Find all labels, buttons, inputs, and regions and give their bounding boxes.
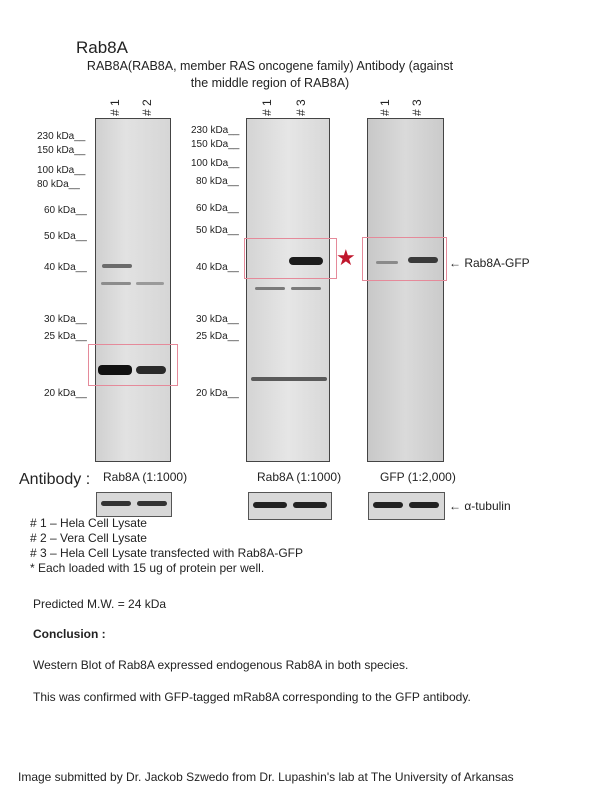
lane-label: # 3 — [294, 99, 308, 116]
legend-item: * Each loaded with 15 ug of protein per well. — [30, 561, 265, 575]
legend-item: # 1 – Hela Cell Lysate — [30, 516, 147, 530]
highlight-box — [362, 237, 447, 281]
legend-item: # 2 – Vera Cell Lysate — [30, 531, 147, 545]
lane-label: # 3 — [410, 99, 424, 116]
figure-subtitle: RAB8A(RAB8A, member RAS oncogene family) Antibody (against the middle region of RAB8A) — [86, 59, 454, 90]
rab8a-gfp-label: ← Rab8A-GFP — [449, 256, 530, 270]
western-blot-panel-1 — [95, 118, 171, 462]
tubulin-band — [293, 502, 327, 508]
blot-band — [136, 282, 164, 285]
mw-marker: 80 kDa__ — [196, 176, 239, 187]
tubulin-band — [253, 502, 287, 508]
mw-marker: 25 kDa__ — [196, 331, 239, 342]
blot-band — [255, 287, 285, 290]
tubulin-band — [101, 501, 131, 506]
blot-band — [101, 282, 131, 285]
mw-marker: 60 kDa__ — [196, 203, 239, 214]
antibody-label: GFP (1:2,000) — [380, 470, 456, 484]
mw-marker: 100 kDa__ — [37, 165, 86, 176]
sample-legend — [30, 516, 303, 576]
legend-item: # 3 – Hela Cell Lysate transfected with Rab8A-GFP — [30, 546, 304, 560]
mw-marker: 100 kDa__ — [191, 158, 240, 169]
lane-label: # 1 — [378, 99, 392, 116]
mw-marker: 150 kDa__ — [37, 145, 86, 156]
image-credit: Image submitted by Dr. Jackob Szwedo from Dr. Lupashin's lab at The University of Arkansas — [18, 770, 514, 784]
mw-marker: 150 kDa__ — [191, 139, 240, 150]
tubulin-band — [137, 501, 167, 506]
mw-marker: 40 kDa__ — [196, 262, 239, 273]
mw-marker: 60 kDa__ — [44, 205, 87, 216]
lane-label: # 2 — [140, 99, 154, 116]
tubulin-blot-3 — [368, 492, 445, 520]
tubulin-label: ← α-tubulin — [449, 499, 511, 513]
highlight-box — [88, 344, 178, 386]
lane-label: # 1 — [260, 99, 274, 116]
rab8a-band — [251, 377, 327, 381]
antibody-heading: Antibody : — [19, 471, 91, 488]
mw-marker: 50 kDa__ — [196, 225, 239, 236]
mw-marker: 30 kDa__ — [196, 314, 239, 325]
mw-marker: 25 kDa__ — [44, 331, 87, 342]
tubulin-band — [409, 502, 439, 508]
star-icon: ★ — [336, 245, 356, 270]
blot-band — [291, 287, 321, 290]
mw-marker: 30 kDa__ — [44, 314, 87, 325]
highlight-box — [244, 238, 337, 279]
predicted-mw: Predicted M.W. = 24 kDa — [33, 597, 167, 611]
antibody-label: Rab8A (1:1000) — [103, 470, 188, 484]
tubulin-blot-1 — [96, 492, 172, 517]
western-blot-panel-3 — [367, 118, 444, 462]
conclusion-text: Western Blot of Rab8A expressed endogenous Rab8A in both species. — [33, 658, 409, 672]
figure-title: Rab8A — [76, 38, 128, 57]
mw-marker: 230 kDa__ — [191, 125, 240, 136]
mw-marker: 40 kDa__ — [44, 262, 87, 273]
conclusion-text: This was confirmed with GFP-tagged mRab8A corresponding to the GFP antibody. — [33, 690, 471, 704]
conclusion-heading: Conclusion : — [33, 627, 106, 641]
tubulin-band — [373, 502, 403, 508]
mw-marker: 230 kDa__ — [37, 131, 86, 142]
mw-marker: 20 kDa__ — [44, 388, 87, 399]
mw-marker: 80 kDa__ — [37, 179, 80, 190]
mw-marker: 20 kDa__ — [196, 388, 239, 399]
blot-band — [102, 264, 132, 268]
mw-marker: 50 kDa__ — [44, 231, 87, 242]
antibody-label: Rab8A (1:1000) — [257, 470, 342, 484]
lane-label: # 1 — [108, 99, 122, 116]
western-blot-panel-2 — [246, 118, 330, 462]
